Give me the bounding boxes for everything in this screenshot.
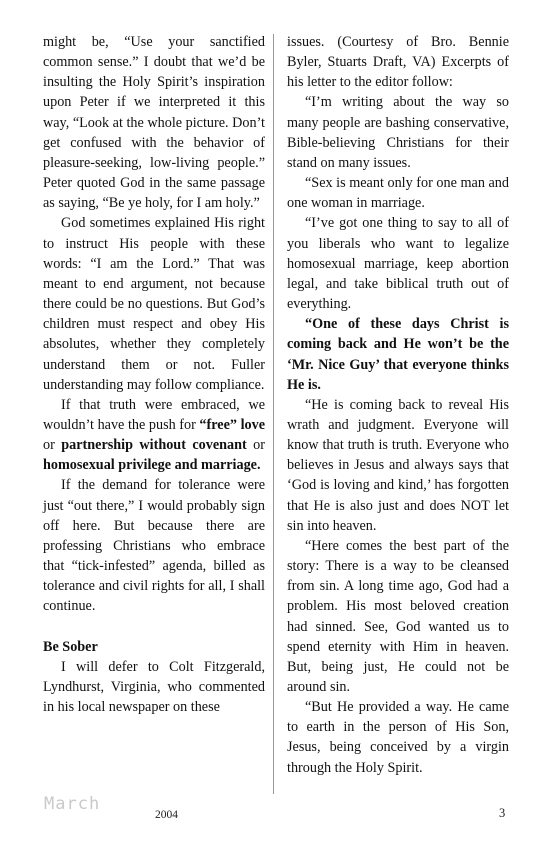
paragraph: “I’ve got one thing to say to all of you liberals who want to legalize homosexual marriage, keep abortion legal, and take biblical truth out of everything.: [287, 215, 509, 313]
paragraph: If the demand for tolerance were just “out there,” I would probably sign off here. But because there are professing Christians who embrace that “tick-infested” agenda, billed as tolerance and civil rights for all, I shall continue.: [43, 477, 265, 615]
bold-phrase: “free” love: [199, 416, 265, 433]
paragraph: “Sex is meant only for one man and one woman in marriage.: [287, 175, 509, 212]
left-column: [43, 32, 265, 717]
text-run: If that truth were embraced, we wouldn’t have the push for: [43, 396, 265, 433]
paragraph: “He is coming back to reveal His wrath and judgment. Everyone will know that truth is truth. Everyone who believes in Jesus and always says that ‘God is loving and kind,’ has forgotten that He is also just and does NOT let sin into heaven.: [287, 396, 509, 534]
paragraph: might be, “Use your sanctified common sense.” I doubt that we’d be insulting the Holy Spirit’s inspiration upon Peter if we interpreted it this way, “Look at the whole picture. Don’t get confused with the behavior of pleasure-seeking, low-living people.” Peter quoted God in the same passage as saying, “Be ye holy, for I am holy.”: [43, 34, 265, 212]
paragraph: issues. (Courtesy of Bro. Bennie Byler, Stuarts Draft, VA) Excerpts of his letter to the editor follow:: [287, 34, 509, 91]
paragraph: “I’m writing about the way so many people are bashing conservative, Bible-believing Christians for their stand on many issues.: [287, 94, 509, 171]
text-run: or: [43, 437, 62, 454]
paragraph: I will defer to Colt Fitzgerald, Lyndhurst, Virginia, who commented in his local newspaper on these: [43, 658, 265, 716]
text-run: or: [246, 437, 265, 454]
paragraph: God sometimes explained His right to instruct His people with these words: “I am the Lord.” That was meant to end argument, not because there could be no questions. But God’s children must respect and obey His absolutes, whether they completely understand them or not. Fuller understanding may follow compliance.: [43, 215, 265, 393]
bold-quote-paragraph: “One of these days Christ is coming back and He won’t be the ‘Mr. Nice Guy’ that everyone thinks He is.: [287, 316, 509, 393]
footer-month: March: [44, 794, 101, 814]
footer-year: 2004: [155, 809, 178, 821]
paragraph: [43, 395, 265, 476]
section-heading: Be Sober: [43, 638, 98, 655]
column-divider: [273, 34, 274, 794]
page-number: 3: [499, 806, 506, 820]
bold-phrase: partnership without covenant: [61, 437, 247, 454]
bold-phrase: homosexual privilege and marriage.: [43, 457, 261, 474]
paragraph: “Here comes the best part of the story: There is a way to be cleansed from sin. A long time ago, God had a problem. His most beloved creation had sinned. See, God wanted us to spend eternity with Him in heaven. But, being just, He could not be around sin.: [287, 537, 509, 695]
right-column: [287, 32, 509, 778]
paragraph: “But He provided a way. He came to earth in the person of His Son, Jesus, being conceived by a virgin through the Holy Spirit.: [287, 699, 509, 776]
